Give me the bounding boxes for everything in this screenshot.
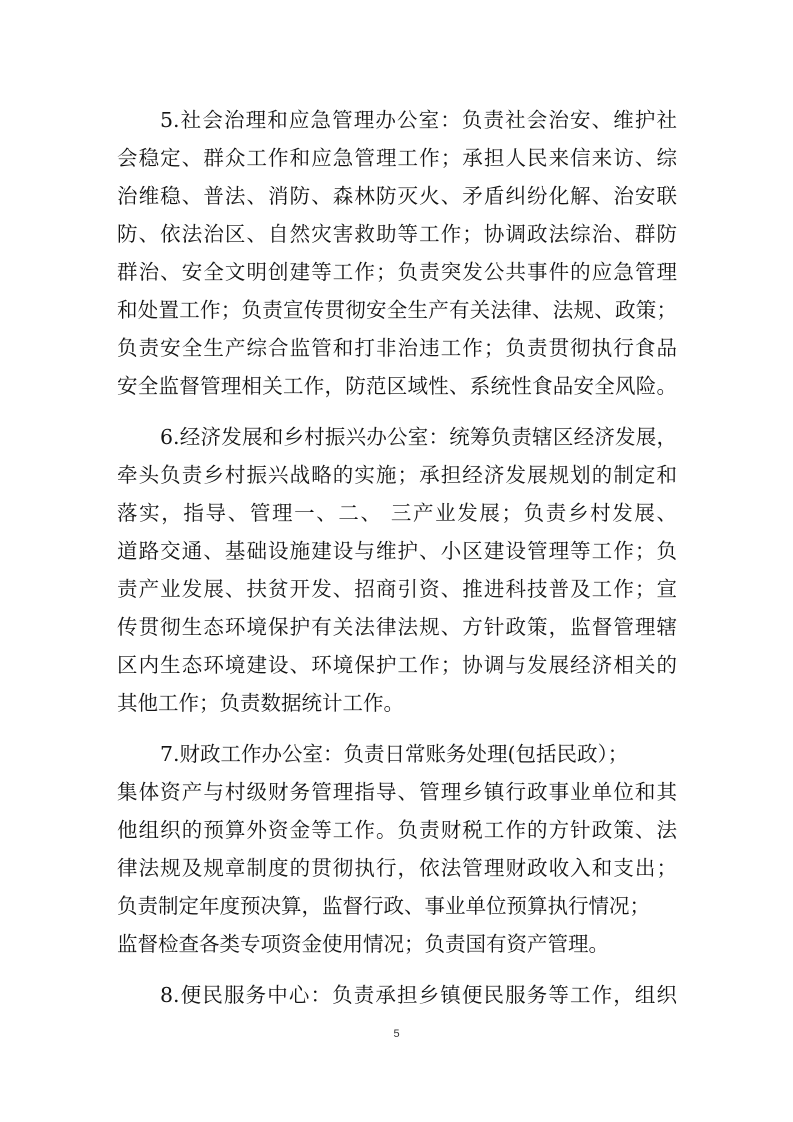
text-line: 群治、安全文明创建等工作；负责突发公共事件的应急管理 <box>117 260 677 284</box>
text-line: 负责制定年度预决算，监督行政、事业单位预算执行情况； <box>117 894 650 918</box>
text-line: 责产业发展、扶贫开发、招商引资、推进科技普及工作；宣 <box>117 577 677 601</box>
text-line: 负责安全生产综合监管和打非治违工作；负责贯彻执行食品 <box>117 336 677 360</box>
text-line: 治维稳、普法、消防、森林防灭火、矛盾纠纷化解、治安联 <box>117 184 677 208</box>
page-number: 5 <box>393 1028 400 1040</box>
paragraph-convenience-service-center <box>117 976 677 1014</box>
text-line: 其他工作；负责数据统计工作。 <box>117 691 404 715</box>
text-line: 集体资产与村级财务管理指导、管理乡镇行政事业单位和其 <box>117 780 677 804</box>
text-line: 6.经济发展和乡村振兴办公室：统筹负责辖区经济发展， <box>160 425 677 449</box>
text-line: 7.财政工作办公室：负责日常账务处理(包括民政）； <box>160 742 629 766</box>
text-line: 传贯彻生态环境保护有关法律法规、方针政策，监督管理辖 <box>117 615 677 639</box>
text-line: 5.社会治理和应急管理办公室：负责社会治安、维护社 <box>160 108 677 132</box>
text-line: 他组织的预算外资金等工作。负责财税工作的方针政策、法 <box>117 818 677 842</box>
text-line: 律法规及规章制度的贯彻执行，依法管理财政收入和支出； <box>117 856 677 880</box>
text-line: 安全监督管理相关工作，防范区域性、系统性食品安全风险。 <box>117 374 677 398</box>
text-line: 8.便民服务中心：负责承担乡镇便民服务等工作，组织 <box>160 983 677 1007</box>
text-line: 会稳定、群众工作和应急管理工作；承担人民来信来访、综 <box>117 146 677 170</box>
text-line: 和处置工作；负责宣传贯彻安全生产有关法律、法规、政策； <box>117 298 677 322</box>
text-line: 落实，指导、管理一、二、 三产业发展；负责乡村发展、 <box>117 501 677 525</box>
paragraph-social-governance-office <box>117 101 677 405</box>
text-line: 监督检查各类专项资金使用情况；负责国有资产管理。 <box>117 932 609 956</box>
text-line: 防、依法治区、自然灾害救助等工作；协调政法综治、群防 <box>117 222 677 246</box>
paragraph-finance-office <box>117 735 677 963</box>
text-line: 牵头负责乡村振兴战略的实施；承担经济发展规划的制定和 <box>117 463 677 487</box>
text-line: 区内生态环境建设、环境保护工作；协调与发展经济相关的 <box>117 653 677 677</box>
text-line: 道路交通、基础设施建设与维护、小区建设管理等工作；负 <box>117 539 677 563</box>
paragraph-economic-development-office <box>117 418 677 722</box>
